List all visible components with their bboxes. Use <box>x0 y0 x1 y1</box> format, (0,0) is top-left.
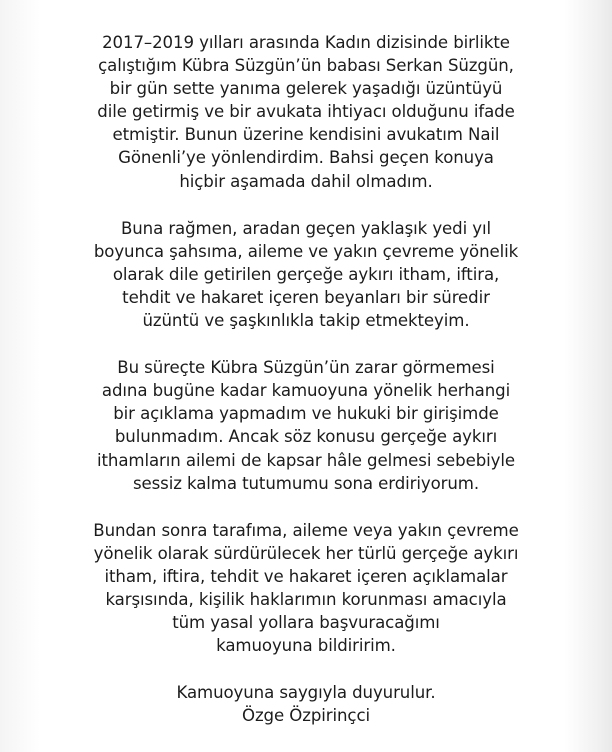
text-line: Gönenli’ye yönlendirdim. Bahsi geçen konuya <box>118 148 494 168</box>
paragraph-4 <box>52 519 560 658</box>
text-line: Buna rağmen, aradan geçen yaklaşık yedi yıl <box>120 218 492 238</box>
text-line: üzüntü ve şaşkınlıkla takip etmekteyim. <box>142 311 470 331</box>
right-page-shadow <box>564 0 612 752</box>
public-statement <box>52 31 560 751</box>
text-line: ithamların ailemi de kapsar hâle gelmesi sebebiyle <box>97 450 515 470</box>
text-line: bir açıklama yapmadım ve hukuki bir girişimde <box>113 404 499 424</box>
text-line: hiçbir aşamada dahil olmadım. <box>179 171 433 191</box>
text-line: olarak dile getirilen gerçeğe aykırı itham, iftira, <box>112 264 500 284</box>
text-line: 2017–2019 yılları arasında Kadın dizisinde birlikte <box>102 33 510 52</box>
text-line: Bundan sonra tarafıma, aileme veya yakın çevreme <box>93 520 519 540</box>
text-line: karşısında, kişilik haklarımın korunması amacıyla <box>105 589 507 609</box>
text-line: adına bugüne kadar kamuoyuna yönelik herhangi <box>101 381 511 401</box>
text-line: kamuoyuna bildiririm. <box>216 636 396 656</box>
text-line: tehdit ve hakaret içeren beyanları bir süredir <box>122 287 490 307</box>
text-line: tüm yasal yollara başvuracağımı <box>172 613 440 633</box>
left-page-shadow <box>0 0 40 752</box>
text-line: yönelik olarak sürdürülecek her türlü gerçeğe aykırı <box>93 543 519 563</box>
closing-line: Kamuoyuna saygıyla duyurulur. <box>176 683 436 703</box>
text-line: çalıştığım Kübra Süzgün’ün babası Serkan Süzgün, <box>98 56 514 76</box>
text-line: dile getirmiş ve bir avukata ihtiyacı olduğunu ifade <box>97 102 515 122</box>
text-line: boyunca şahsıma, aileme ve yakın çevreme yönelik <box>93 241 519 261</box>
closing-block <box>52 681 560 727</box>
text-line: bir gün sette yanıma gelerek yaşadığı üzüntüyü <box>109 79 503 99</box>
text-line: sessiz kalma tutumumu sona erdiriyorum. <box>132 473 480 493</box>
text-line: Bu süreçte Kübra Süzgün’ün zarar görmemesi <box>117 358 495 378</box>
paragraph-1 <box>52 31 560 193</box>
text-line: itham, iftira, tehdit ve hakaret içeren açıklamalar <box>104 566 508 586</box>
text-line: etmiştir. Bunun üzerine kendisini avukatım Nail <box>112 125 500 145</box>
paragraph-2 <box>52 217 560 332</box>
signature: Özge Özpirinçci <box>241 706 370 726</box>
text-line: bulunmadım. Ancak söz konusu gerçeğe aykırı <box>114 427 498 447</box>
paragraph-3 <box>52 356 560 495</box>
